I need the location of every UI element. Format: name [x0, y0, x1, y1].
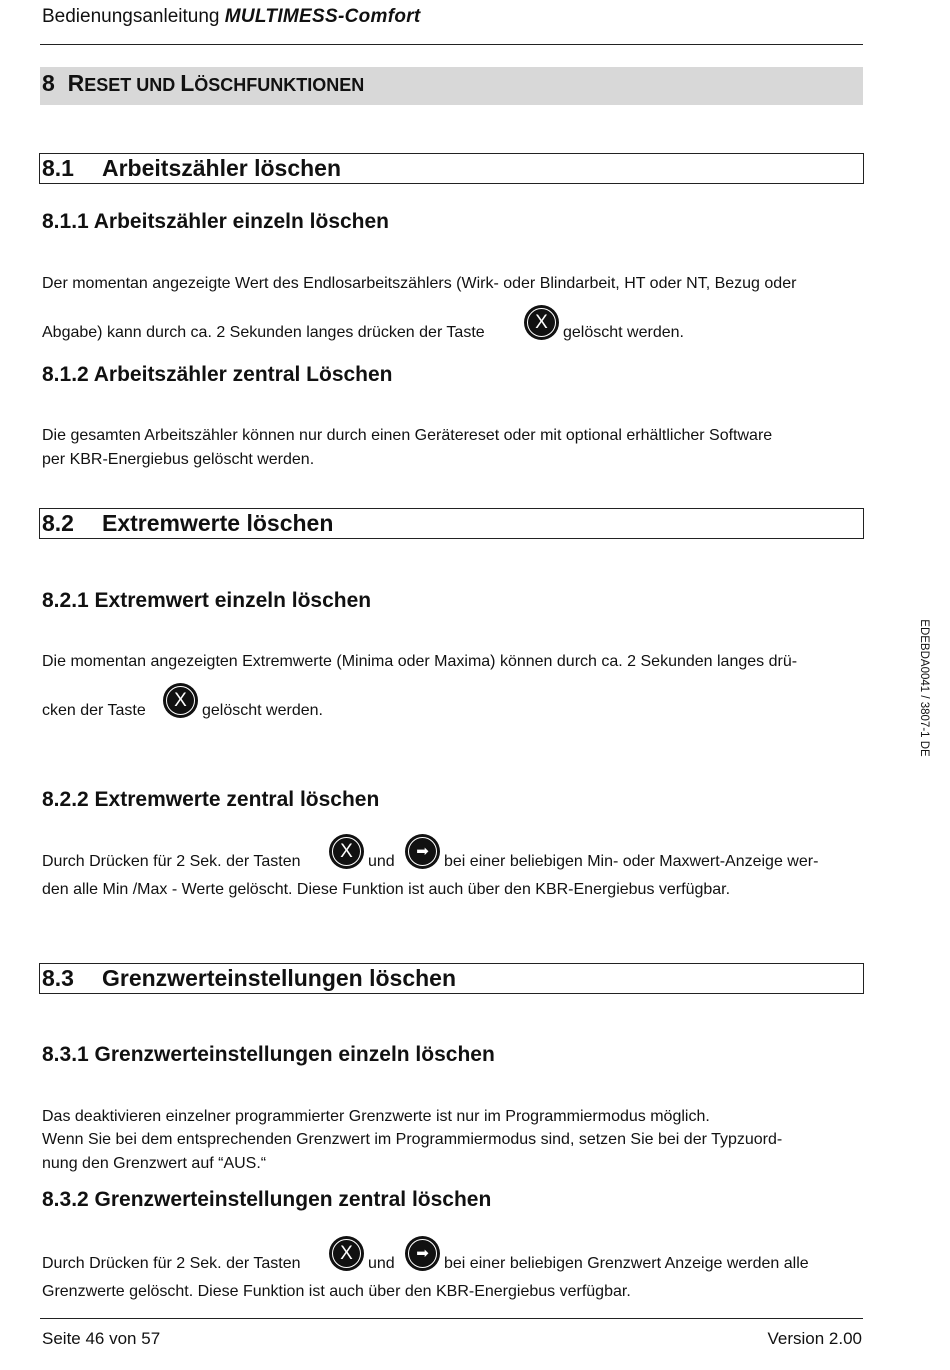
subsection-title-8-2-1: 8.2.1 Extremwert einzeln löschen — [42, 589, 372, 612]
header-rule — [40, 44, 863, 45]
paragraph-line: Abgabe) kann durch ca. 2 Sekunden langes drücken der Taste — [42, 324, 485, 341]
paragraph-line: Grenzwerte gelöscht. Diese Funktion ist auch über den KBR-Energiebus verfügbar. — [42, 1283, 631, 1300]
paragraph-line: bei einer beliebigen Min- oder Maxwert-Anzeige wer- — [444, 853, 819, 870]
paragraph-line: Wenn Sie bei dem entsprechenden Grenzwert im Programmiermodus sind, setzen Sie bei der Typzuord- — [42, 1131, 783, 1148]
subsection-title-8-3-2: 8.3.2 Grenzwerteinstellungen zentral löschen — [42, 1188, 492, 1211]
paragraph-line: nung den Grenzwert auf “AUS.“ — [42, 1155, 267, 1172]
paragraph-line: cken der Taste — [42, 702, 146, 719]
paragraph-line: bei einer beliebigen Grenzwert Anzeige werden alle — [444, 1255, 809, 1272]
paragraph-line: Durch Drücken für 2 Sek. der Tasten — [42, 1255, 301, 1272]
subsection-title-8-2-2: 8.2.2 Extremwerte zentral löschen — [42, 788, 380, 811]
paragraph-line: Die momentan angezeigten Extremwerte (Minima oder Maxima) können durch ca. 2 Sekunden langes drü- — [42, 653, 798, 670]
section-title-8-1: Arbeitszähler löschen — [102, 155, 342, 181]
document-code: EDEBDA0041 / 3807-1 DE — [918, 618, 930, 757]
chapter-title: 8 RESET UND LÖSCHFUNKTIONEN — [42, 70, 365, 96]
page-number: Seite 46 von 57 — [42, 1329, 161, 1348]
subsection-title-8-1-1: 8.1.1 Arbeitszähler einzeln löschen — [42, 210, 390, 233]
paragraph-line: den alle Min /Max - Werte gelöscht. Diese Funktion ist auch über den KBR-Energiebus verfügbar. — [42, 881, 731, 898]
delete-key-icon: X — [329, 1236, 364, 1271]
subsection-title-8-3-1: 8.3.1 Grenzwerteinstellungen einzeln löschen — [42, 1043, 495, 1066]
section-title-8-3: Grenzwerteinstellungen löschen — [102, 965, 457, 991]
footer-rule — [40, 1318, 863, 1319]
paragraph-line: Das deaktivieren einzelner programmierter Grenzwerte ist nur im Programmiermodus möglich. — [42, 1108, 710, 1125]
section-number-8-1: 8.1 — [42, 155, 74, 181]
paragraph-line: Durch Drücken für 2 Sek. der Tasten — [42, 853, 301, 870]
version-label: Version 2.00 — [767, 1329, 862, 1348]
paragraph-line: und — [368, 1255, 395, 1272]
paragraph-line: und — [368, 853, 395, 870]
paragraph-line: gelöscht werden. — [563, 324, 684, 341]
delete-key-icon: X — [329, 834, 364, 869]
manual-label: Bedienungsanleitung — [42, 6, 220, 27]
paragraph-line: gelöscht werden. — [202, 702, 323, 719]
product-name: MULTIMESS-Comfort — [224, 6, 421, 27]
next-key-icon: ➡ — [405, 1236, 440, 1271]
delete-key-icon: X — [524, 305, 559, 340]
next-key-icon: ➡ — [405, 834, 440, 869]
section-number-8-3: 8.3 — [42, 965, 74, 991]
section-number-8-2: 8.2 — [42, 510, 74, 536]
paragraph-line: Die gesamten Arbeitszähler können nur durch einen Gerätereset oder mit optional erhältlicher Software — [42, 427, 773, 444]
document-header — [42, 6, 421, 28]
section-title-8-2: Extremwerte löschen — [102, 510, 334, 536]
paragraph-line: per KBR-Energiebus gelöscht werden. — [42, 451, 315, 468]
subsection-title-8-1-2: 8.1.2 Arbeitszähler zentral Löschen — [42, 363, 393, 386]
paragraph-line: Der momentan angezeigte Wert des Endlosarbeitszählers (Wirk- oder Blindarbeit, HT oder NT, Bezug oder — [42, 275, 797, 292]
delete-key-icon: X — [163, 683, 198, 718]
